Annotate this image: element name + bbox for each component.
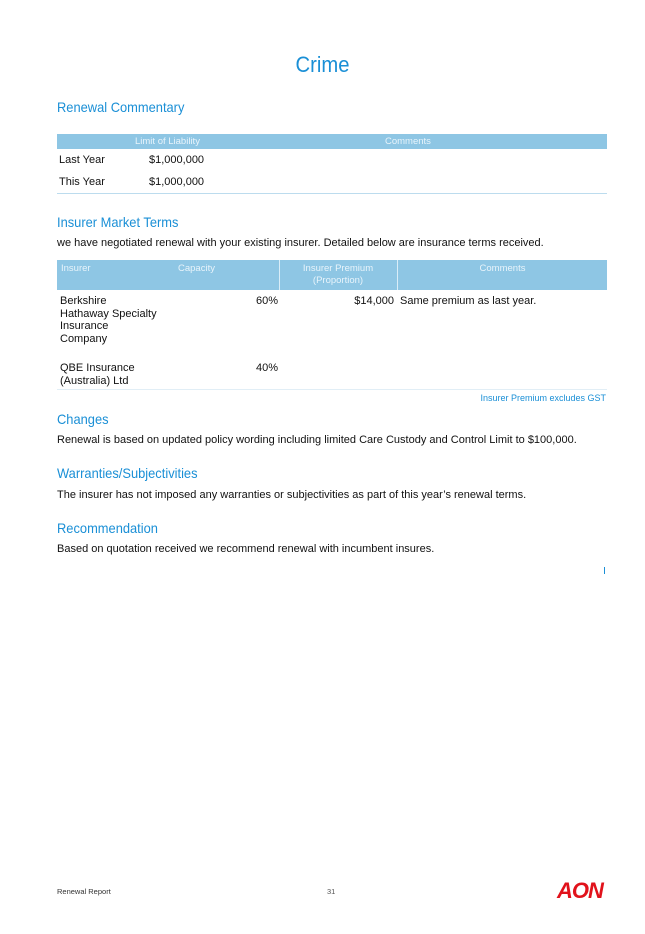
row-label: This Year <box>59 176 105 188</box>
premium-gst-note: Insurer Premium excludes GST <box>480 393 606 403</box>
changes-text: Renewal is based on updated policy wording including limited Care Custody and Control Limit to $100,000. <box>57 434 577 446</box>
table-divider <box>57 193 607 194</box>
recommendation-text: Based on quotation received we recommend renewal with incumbent insures. <box>57 543 435 555</box>
warranties-text: The insurer has not imposed any warranties or subjectivities as part of this year’s renewal terms. <box>57 489 527 501</box>
premium-header-line2: (Proportion) <box>312 275 364 286</box>
limit-of-liability-header: Limit of Liability <box>135 136 200 147</box>
insurer-name-line: Berkshire <box>60 295 107 307</box>
changes-heading: Changes <box>57 411 109 427</box>
insurer-name-line: QBE Insurance <box>60 362 135 374</box>
row-label: Last Year <box>59 154 105 166</box>
insurer-name <box>60 362 135 387</box>
warranties-heading: Warranties/Subjectivities <box>57 465 198 481</box>
margin-marker <box>604 567 605 574</box>
comments-header: Comments <box>479 263 526 274</box>
insurer-table-header <box>57 260 607 290</box>
page-title: Crime <box>295 52 350 77</box>
footer-report-label: Renewal Report <box>57 887 111 896</box>
insurer-name-line: Insurance <box>60 320 109 333</box>
row-limit: $1,000,000 <box>149 176 205 188</box>
insurer-capacity: 40% <box>255 362 278 374</box>
insurer-name-line: Hathaway Specialty <box>60 307 157 320</box>
recommendation-heading: Recommendation <box>57 520 158 536</box>
insurer-premium: $14,000 <box>354 295 394 307</box>
insurer-name <box>60 295 157 345</box>
insurer-name-line: (Australia) Ltd <box>60 374 129 387</box>
insurer-market-terms-heading: Insurer Market Terms <box>57 214 179 230</box>
row-limit: $1,000,000 <box>149 154 205 166</box>
insurer-capacity: 60% <box>255 295 278 307</box>
renewal-commentary-heading: Renewal Commentary <box>57 99 185 115</box>
comments-header: Comments <box>385 136 431 147</box>
logo-text: AON <box>557 878 603 902</box>
insurer-name-line: Company <box>60 332 108 345</box>
limit-table-header <box>57 134 607 149</box>
insurer-header: Insurer <box>61 263 91 274</box>
insurer-comments: Same premium as last year. <box>400 295 537 307</box>
premium-header-line1: Insurer Premium <box>302 263 374 274</box>
aon-logo <box>553 878 607 902</box>
insurer-intro-text: we have negotiated renewal with your existing insurer. Detailed below are insurance terms received. <box>57 237 544 249</box>
table-divider <box>57 389 607 390</box>
page-number: 31 <box>327 887 336 896</box>
capacity-header: Capacity <box>178 263 215 274</box>
